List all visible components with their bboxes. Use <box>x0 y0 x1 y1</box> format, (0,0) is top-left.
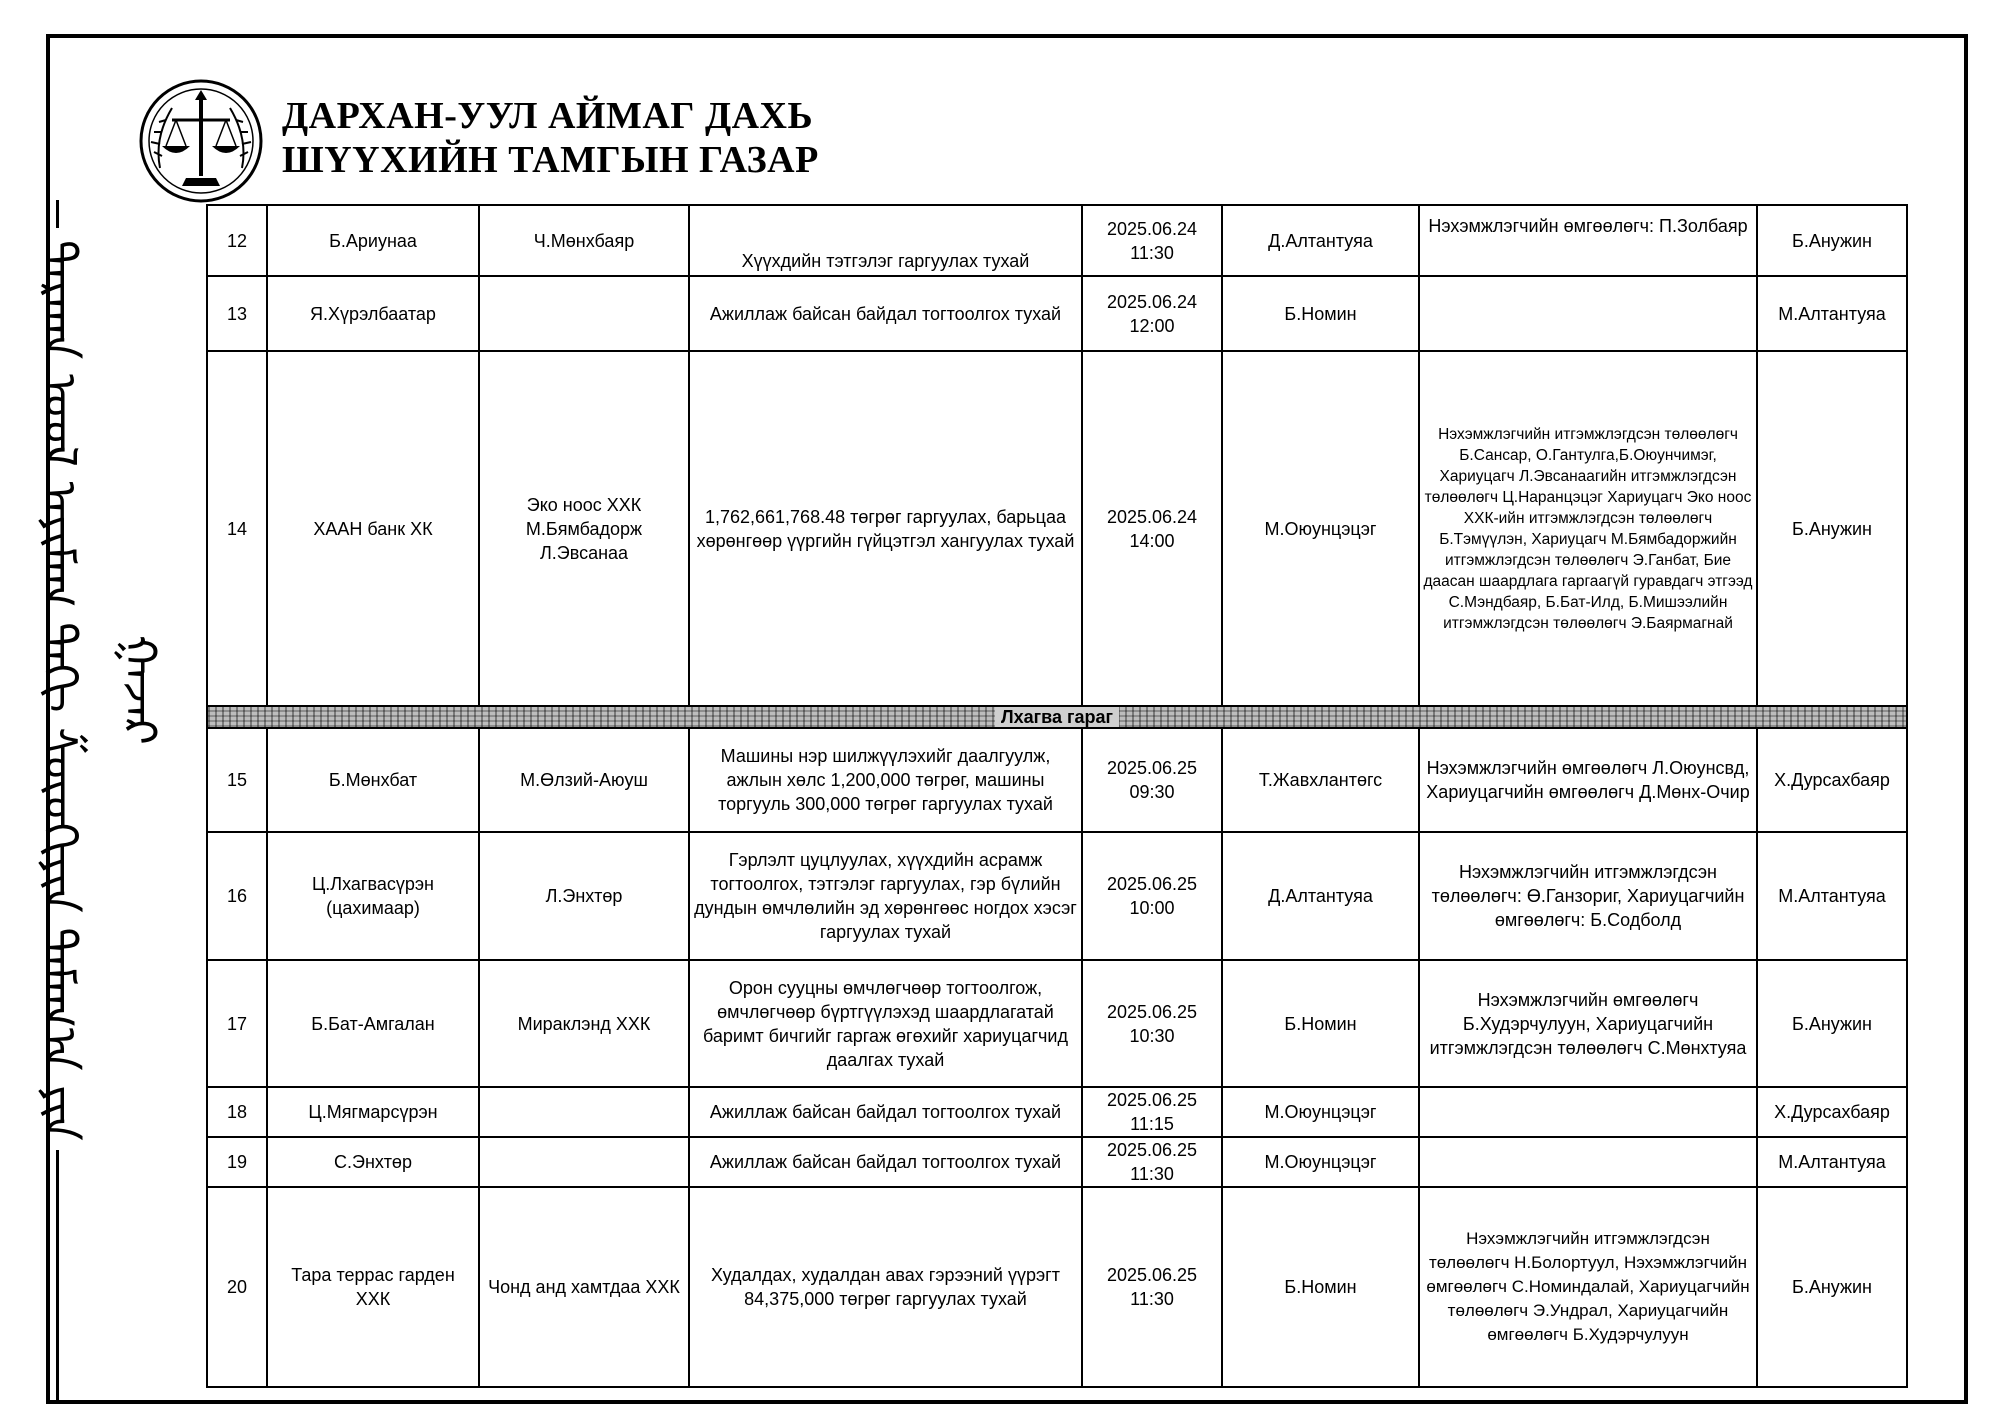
claim: Худалдах, худалдан авах гэрээний үүрэгт 84,375,000 төгрөг гаргуулах тухай <box>689 1187 1082 1387</box>
judge: Б.Номин <box>1222 960 1419 1087</box>
day-heading-label: Лхагва гараг <box>995 707 1119 727</box>
claim: Ажиллаж байсан байдал тогтоолгох тухай <box>689 1087 1082 1137</box>
hearing-datetime <box>1082 351 1222 706</box>
hearing-datetime <box>1082 205 1222 276</box>
defendant: Эко ноос ХХК М.Бямбадорж Л.Эвсанаа <box>479 351 689 706</box>
plaintiff: Тара террас гарден ХХК <box>267 1187 479 1387</box>
judge: Б.Номин <box>1222 276 1419 351</box>
table-row <box>207 1137 1907 1187</box>
clerk: М.Алтантуяа <box>1757 832 1907 960</box>
rows-after <box>207 728 1907 1387</box>
hearing-time: 12:00 <box>1129 315 1175 336</box>
clerk: Б.Анужин <box>1757 205 1907 276</box>
participants: Нэхэмжлэгчийн өмгөөлөгч Б.Худэрчулуун, Хариуцагчийн итгэмжлэгдсэн төлөөлөгч С.Мөнхтуяа <box>1419 960 1757 1087</box>
office-title <box>282 94 819 182</box>
hearing-schedule-table <box>206 204 1908 1388</box>
table-row <box>207 960 1907 1087</box>
claim: Ажиллаж байсан байдал тогтоолгох тухай <box>689 276 1082 351</box>
table-row <box>207 832 1907 960</box>
clerk: Б.Анужин <box>1757 960 1907 1087</box>
case-number: 14 <box>207 351 267 706</box>
hearing-datetime <box>1082 276 1222 351</box>
plaintiff: Б.Ариунаа <box>267 205 479 276</box>
participants: Нэхэмжлэгчийн итгэмжлэгдсэн төлөөлөгч Н.Болортуул, Нэхэмжлэгчийн өмгөөлөгч С.Номиндалай, Хариуцагчийн төлөөлөгч Э.Ундрал, Хариуцагчийн өмгөөлөгч Б.Худэрчулуун <box>1419 1187 1757 1387</box>
table-row <box>207 728 1907 832</box>
judge: Т.Жавхлантөгс <box>1222 728 1419 832</box>
hearing-datetime <box>1082 728 1222 832</box>
hearing-date: 2025.06.25 <box>1106 1090 1198 1110</box>
hearing-date: 2025.06.25 <box>1106 1265 1198 1285</box>
judge: Д.Алтантуяа <box>1222 832 1419 960</box>
hearing-date: 2025.06.25 <box>1106 874 1198 894</box>
judge: Д.Алтантуяа <box>1222 205 1419 276</box>
table-row <box>207 205 1907 276</box>
clerk: М.Алтантуяа <box>1757 276 1907 351</box>
hearing-time: 09:30 <box>1129 782 1175 802</box>
hearing-time: 10:30 <box>1129 1025 1175 1046</box>
claim: Гэрлэлт цуцлуулах, хүүхдийн асрамж тогтоолгох, тэтгэлэг гаргуулах, гэр бүлийн дундын өмчлөлийн эд хөрөнгөөс ногдох хэсэг гаргуулах тухай <box>689 832 1082 960</box>
hearing-datetime <box>1082 1087 1222 1137</box>
defendant: Мираклэнд ХХК <box>479 960 689 1087</box>
claim: Хүүхдийн тэтгэлэг гаргуулах тухай <box>689 205 1082 276</box>
hearing-time: 11:15 <box>1130 1114 1174 1134</box>
defendant: Ч.Мөнхбаяр <box>479 205 689 276</box>
office-title-line2: ШҮҮХИЙН ТАМГЫН ГАЗАР <box>282 139 819 181</box>
defendant <box>479 1137 689 1187</box>
hearing-time: 11:30 <box>1130 1164 1174 1184</box>
judge: М.Оюунцэцэг <box>1222 351 1419 706</box>
hearing-date: 2025.06.25 <box>1106 1001 1198 1022</box>
participants <box>1419 1137 1757 1187</box>
office-title-line1: ДАРХАН-УУЛ АЙМАГ ДАХЬ <box>282 95 814 137</box>
hearing-date: 2025.06.24 <box>1106 218 1198 239</box>
plaintiff: ХААН банк ХК <box>267 351 479 706</box>
hearing-time: 10:00 <box>1129 898 1175 918</box>
participants: Нэхэмжлэгчийн өмгөөлөгч: П.Золбаяр <box>1419 205 1757 276</box>
plaintiff: Б.Бат-Амгалан <box>267 960 479 1087</box>
defendant: Чонд анд хамтдаа ХХК <box>479 1187 689 1387</box>
case-number: 12 <box>207 205 267 276</box>
hearing-date: 2025.06.25 <box>1106 758 1198 778</box>
hearing-date: 2025.06.24 <box>1106 506 1198 527</box>
vertical-mongolian-script-text: ᠳᠠᠷᠬᠠᠨ ᠤᠤᠯ ᠠᠶᠢᠮᠠᠭ ᠳᠠᠬᠢ ᠱᠦᠦᠬᠢᠶᠢᠨ ᠲᠠᠮᠠᠭ᠎ᠠ ᠶᠢᠨ ᠭᠠᠵᠠᠷ <box>33 239 167 1141</box>
hearing-time: 14:00 <box>1129 530 1175 551</box>
judge: Б.Номин <box>1222 1187 1419 1387</box>
clerk: Б.Анужин <box>1757 1187 1907 1387</box>
claim: Машины нэр шилжүүлэхийг даалгуулж, ажлын хөлс 1,200,000 төгрөг, машины торгууль 300,000 төгрөг гаргуулах тухай <box>689 728 1082 832</box>
hearing-datetime <box>1082 960 1222 1087</box>
day-divider <box>207 706 1907 728</box>
participants <box>1419 1087 1757 1137</box>
plaintiff: Б.Мөнхбат <box>267 728 479 832</box>
judge: М.Оюунцэцэг <box>1222 1087 1419 1137</box>
clerk: М.Алтантуяа <box>1757 1137 1907 1187</box>
defendant: Л.Энхтөр <box>479 832 689 960</box>
table-row <box>207 1087 1907 1137</box>
plaintiff: С.Энхтөр <box>267 1137 479 1187</box>
clerk: Х.Дурсахбаяр <box>1757 728 1907 832</box>
participants: Нэхэмжлэгчийн өмгөөлөгч Л.Оюунсвд, Хариуцагчийн өмгөөлөгч Д.Мөнх-Очир <box>1419 728 1757 832</box>
table-row <box>207 276 1907 351</box>
case-number: 16 <box>207 832 267 960</box>
table-row <box>207 1187 1907 1387</box>
participants: Нэхэмжлэгчийн итгэмжлэгдсэн төлөөлөгч Б.Сансар, О.Гантулга,Б.Оюунчимэг, Хариуцагч Л.Эвсанаагийн итгэмжлэгдсэн төлөөлөгч Ц.Наранцэцэг Хариуцагч Эко ноос ХХК-ийн итгэмжлэгдсэн төлөөлөгч Б.Тэмүүлэн, Хариуцагч М.Бямбадоржийн итгэмжлэгдсэн төлөөлөгч Э.Ганбат, Бие даасан шаардлага гаргаагүй гуравдагч этгээд С.Мэндбаяр, Б.Бат-Илд, Б.Мишээлийн итгэмжлэгдсэн төлөөлөгч Э.Баярмагнай <box>1419 351 1757 706</box>
participants <box>1419 276 1757 351</box>
claim: Орон сууцны өмчлөгчөөр тогтоолгож, өмчлөгчөөр бүртгүүлэхэд шаардлагатай баримт бичгийг гаргаж өгөхийг хариуцагчид даалгах тухай <box>689 960 1082 1087</box>
case-number: 20 <box>207 1187 267 1387</box>
claim: Ажиллаж байсан байдал тогтоолгох тухай <box>689 1137 1082 1187</box>
judge: М.Оюунцэцэг <box>1222 1137 1419 1187</box>
court-emblem-icon <box>138 78 264 204</box>
hearing-datetime <box>1082 832 1222 960</box>
plaintiff: Я.Хүрэлбаатар <box>267 276 479 351</box>
defendant: М.Өлзий-Аюуш <box>479 728 689 832</box>
hearing-time: 11:30 <box>1130 1289 1174 1309</box>
plaintiff: Ц.Мягмарсүрэн <box>267 1087 479 1137</box>
hearing-datetime <box>1082 1137 1222 1187</box>
case-number: 13 <box>207 276 267 351</box>
case-number: 15 <box>207 728 267 832</box>
case-number: 18 <box>207 1087 267 1137</box>
day-heading-row <box>207 706 1907 728</box>
plaintiff: Ц.Лхагвасүрэн (цахимаар) <box>267 832 479 960</box>
day-heading <box>207 706 1907 728</box>
case-number: 17 <box>207 960 267 1087</box>
side-rule-bottom <box>56 1150 59 1404</box>
hearing-time: 11:30 <box>1130 242 1174 263</box>
table-row <box>207 351 1907 706</box>
defendant <box>479 276 689 351</box>
case-number: 19 <box>207 1137 267 1187</box>
hearing-date: 2025.06.25 <box>1106 1140 1198 1160</box>
participants: Нэхэмжлэгчийн итгэмжлэгдсэн төлөөлөгч: Ө.Ганзориг, Хариуцагчийн өмгөөлөгч: Б.Содболд <box>1419 832 1757 960</box>
clerk: Б.Анужин <box>1757 351 1907 706</box>
hearing-datetime <box>1082 1187 1222 1387</box>
hearing-date: 2025.06.24 <box>1106 291 1198 312</box>
rows-before <box>207 205 1907 706</box>
claim: 1,762,661,768.48 төгрөг гаргуулах, барьцаа хөрөнгөөр үүргийн гүйцэтгэл хангуулах тухай <box>689 351 1082 706</box>
clerk: Х.Дурсахбаяр <box>1757 1087 1907 1137</box>
defendant <box>479 1087 689 1137</box>
